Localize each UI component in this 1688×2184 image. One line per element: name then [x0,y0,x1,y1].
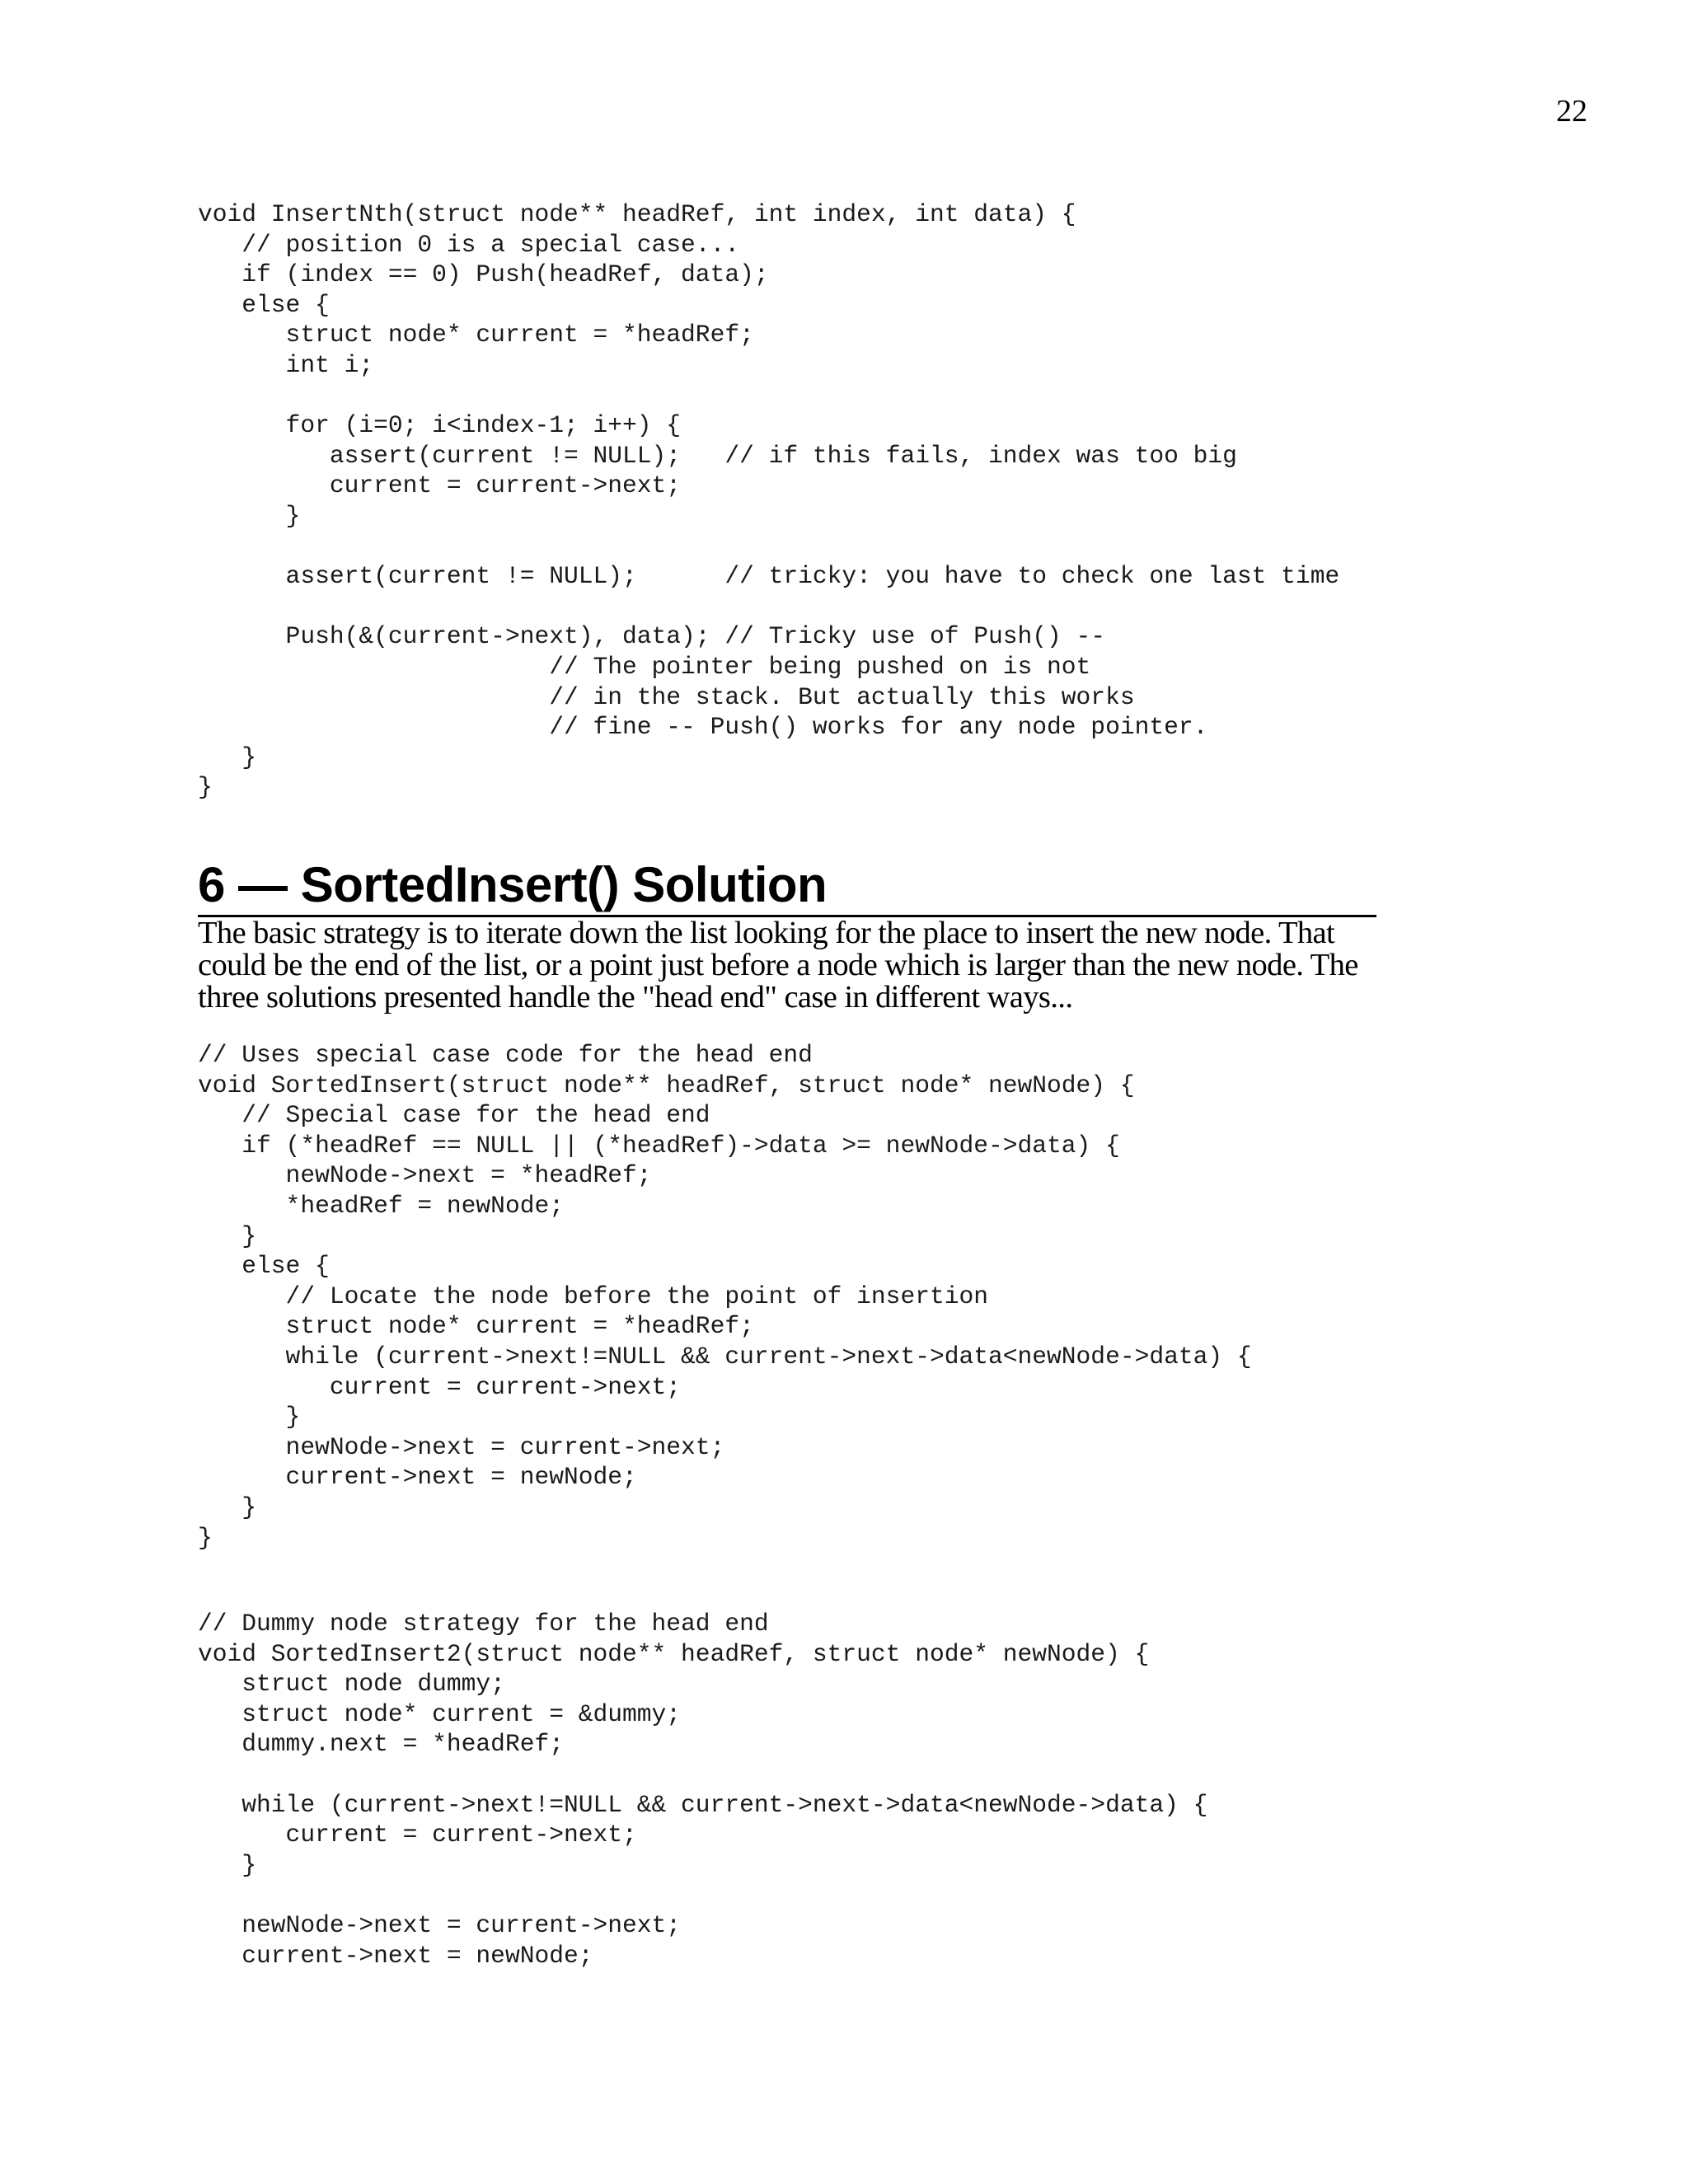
code-block-sortedinsert2: // Dummy node strategy for the head end void SortedInsert2(struct node** headRef, struct node* newNode) { struct node dummy; struct node* current = &dummy; dummy.next = *headRef; while (current->next!=NULL && current->next->data<newNode->data) { current = current->next; } newNode->next = current->next; current->next = newNode; [198,1610,1208,1970]
section-body-paragraph: The basic strategy is to iterate down the list looking for the place to insert the new node. That could be the end of the list, or a point just before a node which is larger than the new node. The three solutions presented handle the "head end" case in different ways... [198,916,1358,1015]
page-number: 22 [1556,94,1587,129]
code-block-insertnth: void InsertNth(struct node** headRef, int index, int data) { // position 0 is a special case... if (index == 0) Push(headRef, data); else { struct node* current = *headRef; int i; for (i=0; i<index-1; i++) { assert(current != NULL); // if this fails, index was too big current = current->next; } assert(current != NULL); // tricky: you have to check one last time Push(&(current->next), data); // Tricky use of Push() -- // The pointer being pushed on is not // in the stack. But actually this works // fine -- Push() works for any node pointer. } } [198,200,1340,802]
section-heading: 6 — SortedInsert() Solution [198,855,1376,917]
code-block-sortedinsert: // Uses special case code for the head end void SortedInsert(struct node** headRef, struct node* newNode) { // Special case for the head end if (*headRef == NULL || (*headRef)->data >= newNode->data) { newNode->next = *headRef; *headRef = newNode; } else { // Locate the node before the point of insertion struct node* current = *headRef; while (current->next!=NULL && current->next->data<newNode->data) { current = current->next; } newNode->next = current->next; current->next = newNode; } } [198,1041,1252,1552]
